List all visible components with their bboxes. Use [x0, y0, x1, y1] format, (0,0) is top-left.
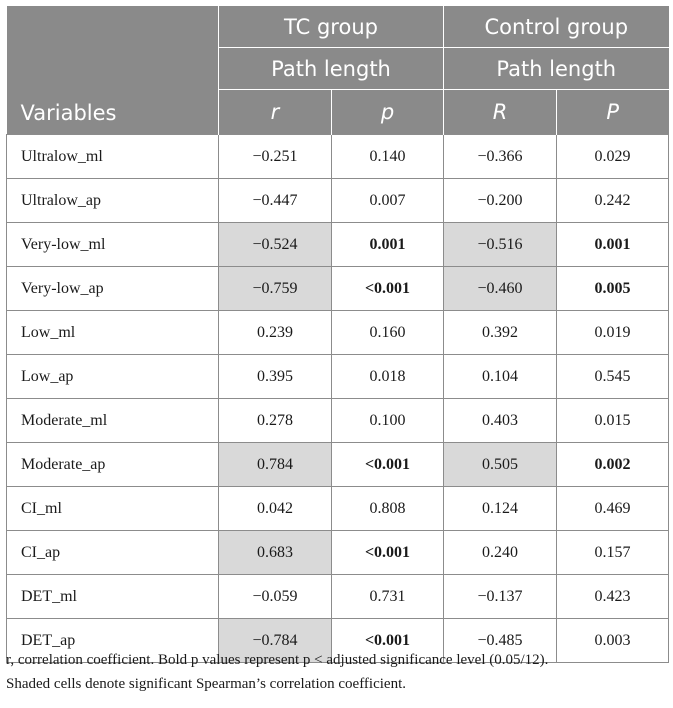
tc-p-cell: <0.001 — [332, 619, 444, 663]
table-row — [7, 223, 669, 267]
tc-r-cell: 0.683 — [219, 531, 332, 575]
table-row — [7, 487, 669, 531]
tc-r-cell: −0.447 — [219, 179, 332, 223]
control-path-length-header: Path length — [444, 48, 669, 90]
tc-p-cell: <0.001 — [332, 443, 444, 487]
control-p-cell: 0.157 — [557, 531, 669, 575]
tc-p-cell: <0.001 — [332, 267, 444, 311]
tc-r-cell: 0.042 — [219, 487, 332, 531]
footnote-line-2: Shaded cells denote significant Spearman’s correlation coefficient. — [6, 676, 406, 692]
tc-p-header: p — [332, 90, 444, 135]
tc-r-cell: −0.524 — [219, 223, 332, 267]
variable-cell: CI_ml — [7, 487, 219, 531]
table-row — [7, 399, 669, 443]
control-r-cell: 0.403 — [444, 399, 557, 443]
table-row — [7, 575, 669, 619]
tc-p-cell: 0.018 — [332, 355, 444, 399]
control-p-cell: 0.423 — [557, 575, 669, 619]
variable-cell: Low_ap — [7, 355, 219, 399]
variable-cell: Moderate_ap — [7, 443, 219, 487]
table-body — [7, 135, 669, 663]
tc-p-cell: 0.100 — [332, 399, 444, 443]
tc-p-cell: 0.160 — [332, 311, 444, 355]
variables-header: Variables — [7, 6, 219, 135]
tc-r-cell: 0.239 — [219, 311, 332, 355]
control-r-cell: 0.240 — [444, 531, 557, 575]
control-p-cell: 0.005 — [557, 267, 669, 311]
control-r-header: R — [444, 90, 557, 135]
table-row — [7, 179, 669, 223]
tc-r-cell: −0.251 — [219, 135, 332, 179]
tc-p-cell: 0.140 — [332, 135, 444, 179]
control-r-cell: −0.485 — [444, 619, 557, 663]
tc-p-cell: 0.001 — [332, 223, 444, 267]
variable-cell: Low_ml — [7, 311, 219, 355]
tc-p-cell: 0.007 — [332, 179, 444, 223]
control-p-cell: 0.015 — [557, 399, 669, 443]
tc-p-cell: 0.808 — [332, 487, 444, 531]
variable-cell: Ultralow_ml — [7, 135, 219, 179]
correlation-table — [6, 6, 669, 663]
variable-cell: Very-low_ap — [7, 267, 219, 311]
control-group-header: Control group — [444, 6, 669, 48]
table-row — [7, 311, 669, 355]
table-row — [7, 135, 669, 179]
variable-cell: CI_ap — [7, 531, 219, 575]
control-p-cell: 0.469 — [557, 487, 669, 531]
footnote-line-1: r, correlation coefficient. Bold p values represent p < adjusted significance level (0.05/12). — [6, 652, 549, 668]
control-r-cell: −0.516 — [444, 223, 557, 267]
control-p-cell: 0.029 — [557, 135, 669, 179]
table-row — [7, 443, 669, 487]
control-r-cell: −0.460 — [444, 267, 557, 311]
table-footnote — [6, 648, 668, 696]
control-p-header: P — [557, 90, 669, 135]
control-r-cell: 0.124 — [444, 487, 557, 531]
tc-group-header: TC group — [219, 6, 444, 48]
tc-r-cell: −0.759 — [219, 267, 332, 311]
tc-p-cell: <0.001 — [332, 531, 444, 575]
variable-cell: Ultralow_ap — [7, 179, 219, 223]
table-row — [7, 355, 669, 399]
control-p-cell: 0.242 — [557, 179, 669, 223]
tc-r-header: r — [219, 90, 332, 135]
control-r-cell: 0.505 — [444, 443, 557, 487]
control-p-cell: 0.019 — [557, 311, 669, 355]
variable-cell: Moderate_ml — [7, 399, 219, 443]
variable-cell: DET_ml — [7, 575, 219, 619]
correlation-table-container — [6, 6, 668, 663]
control-r-cell: −0.200 — [444, 179, 557, 223]
control-p-cell: 0.545 — [557, 355, 669, 399]
tc-r-cell: 0.395 — [219, 355, 332, 399]
control-r-cell: −0.366 — [444, 135, 557, 179]
tc-r-cell: −0.784 — [219, 619, 332, 663]
tc-r-cell: −0.059 — [219, 575, 332, 619]
control-r-cell: 0.104 — [444, 355, 557, 399]
control-r-cell: −0.137 — [444, 575, 557, 619]
control-p-cell: 0.001 — [557, 223, 669, 267]
control-p-cell: 0.003 — [557, 619, 669, 663]
control-p-cell: 0.002 — [557, 443, 669, 487]
variable-cell: Very-low_ml — [7, 223, 219, 267]
tc-r-cell: 0.278 — [219, 399, 332, 443]
tc-path-length-header: Path length — [219, 48, 444, 90]
table-header — [7, 6, 669, 135]
control-r-cell: 0.392 — [444, 311, 557, 355]
tc-p-cell: 0.731 — [332, 575, 444, 619]
table-row — [7, 531, 669, 575]
tc-r-cell: 0.784 — [219, 443, 332, 487]
table-row — [7, 267, 669, 311]
variable-cell: DET_ap — [7, 619, 219, 663]
